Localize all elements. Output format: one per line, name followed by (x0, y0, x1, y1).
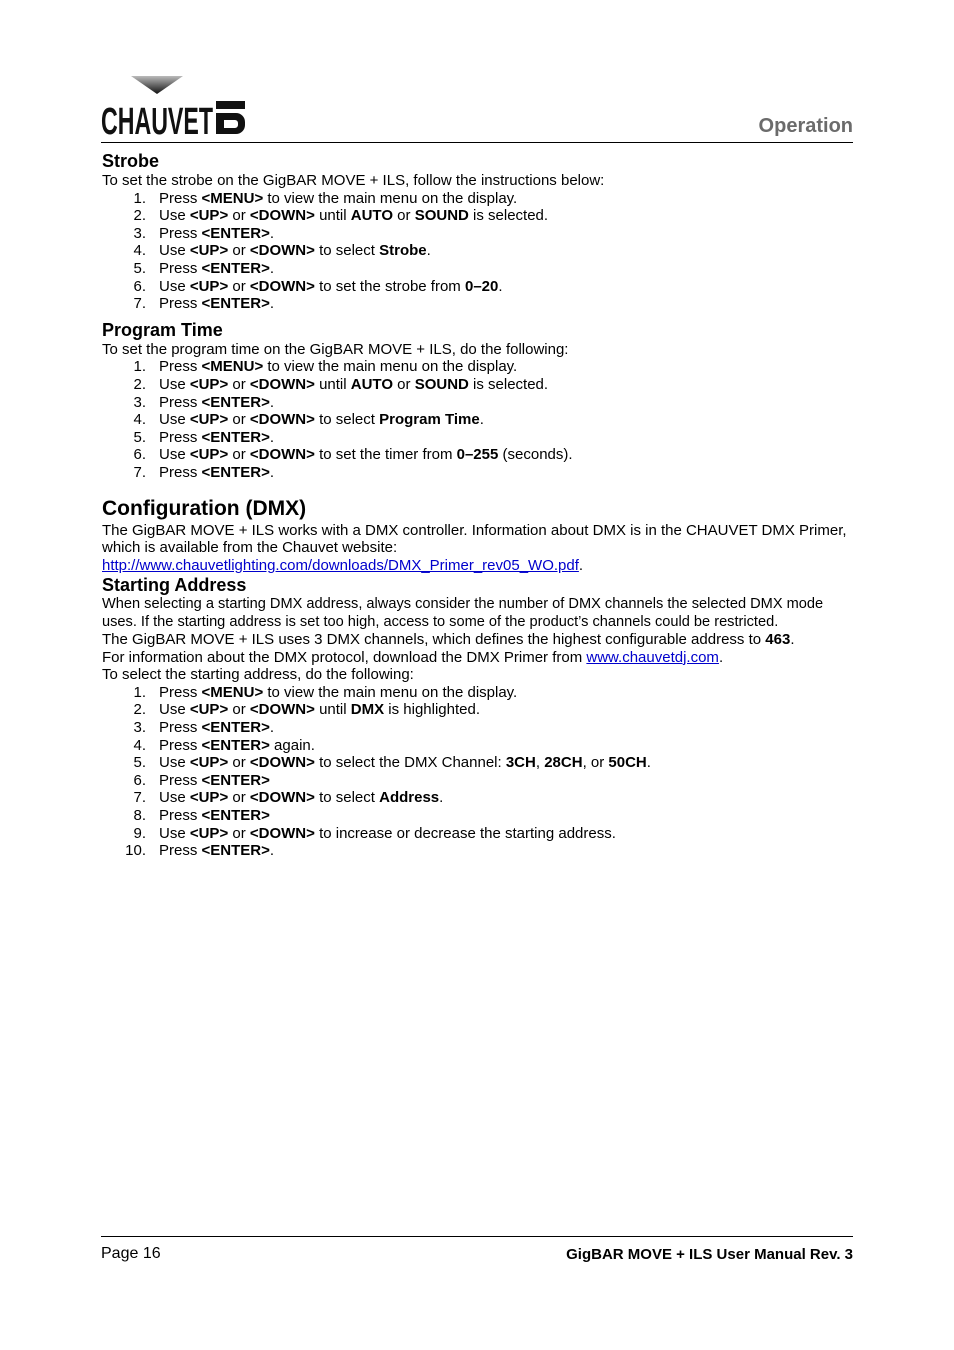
page-header (101, 72, 853, 143)
page-content (102, 150, 854, 860)
starting-address-heading: Starting Address (102, 575, 247, 596)
program-time-heading: Program Time (102, 319, 223, 340)
list-item: 1. Press <MENU> to view the main menu on the display. (133, 189, 518, 207)
list-item: 5. Press <ENTER>. (133, 428, 275, 446)
strobe-steps (102, 190, 854, 313)
list-item: 1. Press <MENU> to view the main menu on the display. (133, 683, 518, 701)
list-item: 2. Use <UP> or <DOWN> until AUTO or SOUND is selected. (133, 375, 549, 393)
list-item: 2. Use <UP> or <DOWN> until AUTO or SOUND is selected. (133, 207, 549, 225)
list-item: 2. Use <UP> or <DOWN> until DMX is highlighted. (133, 701, 481, 719)
program-time-steps (102, 358, 854, 481)
list-item: 7. Press <ENTER>. (133, 295, 275, 313)
strobe-heading: Strobe (102, 151, 160, 171)
program-time-intro: To set the program time on the GigBAR MOVE + ILS, do the following: (102, 340, 569, 358)
list-item: 4. Press <ENTER> again. (133, 736, 315, 754)
section-title: Operation (758, 115, 853, 137)
chauvet-dj-logo (101, 72, 247, 143)
page-number: Page 16 (101, 1245, 161, 1262)
highest-address-paragraph: The GigBAR MOVE + ILS uses 3 DMX channels, which defines the highest configurable address to 463. (102, 631, 795, 649)
dmx-primer-link[interactable]: http://www.chauvetlighting.com/downloads/DMX_Primer_rev05_WO.pdf (102, 556, 579, 574)
starting-address-steps (102, 684, 854, 860)
svg-text:CHAUVET: CHAUVET (101, 101, 213, 143)
list-item: 5. Press <ENTER>. (133, 259, 275, 277)
list-item: 6. Use <UP> or <DOWN> to set the timer from 0–255 (seconds). (133, 446, 573, 464)
list-item: 9. Use <UP> or <DOWN> to increase or decrease the starting address. (133, 824, 616, 842)
list-item: 7. Press <ENTER>. (133, 463, 275, 481)
list-item: 3. Press <ENTER>. (133, 719, 275, 737)
chauvetdj-link[interactable]: www.chauvetdj.com (586, 648, 719, 666)
list-item: 7. Use <UP> or <DOWN> to select Address. (133, 789, 444, 807)
page-footer (101, 1236, 853, 1263)
strobe-intro: To set the strobe on the GigBAR MOVE + ILS, follow the instructions below: (102, 172, 605, 189)
list-item: 4. Use <UP> or <DOWN> to select Strobe. (133, 242, 431, 260)
list-item: 1. Press <MENU> to view the main menu on the display. (133, 358, 518, 376)
list-item: 10. Press <ENTER>. (125, 842, 275, 860)
list-item: 8. Press <ENTER> (133, 807, 270, 825)
configuration-intro: The GigBAR MOVE + ILS works with a DMX controller. Information about DMX is in the CHAUVET DMX Primer, which is available from the Chauvet website: http://www.chauvetlighting.com/downloads/DMX_Primer_rev05_WO.pdf. (102, 521, 847, 574)
list-item: 6. Press <ENTER> (133, 771, 270, 789)
list-item: 4. Use <UP> or <DOWN> to select Program Time. (133, 411, 484, 429)
list-item: 5. Use <UP> or <DOWN> to select the DMX Channel: 3CH, 28CH, or 50CH. (133, 754, 651, 772)
starting-address-paragraph: When selecting a starting DMX address, always consider the number of DMX channels the selected DMX mode uses. If the starting address is set too high, access to some of the product’s channels could be restricted. (102, 596, 824, 630)
list-item: 3. Press <ENTER>. (133, 393, 275, 411)
manual-title: GigBAR MOVE + ILS User Manual Rev. 3 (566, 1246, 853, 1263)
configuration-heading: Configuration (DMX) (102, 496, 307, 520)
list-item: 6. Use <UP> or <DOWN> to set the strobe from 0–20. (133, 277, 503, 295)
starting-address-intro: To select the starting address, do the following: (102, 666, 414, 684)
list-item: 3. Press <ENTER>. (133, 224, 275, 242)
dmx-protocol-paragraph: For information about the DMX protocol, download the DMX Primer from www.chauvetdj.com. (102, 648, 724, 666)
